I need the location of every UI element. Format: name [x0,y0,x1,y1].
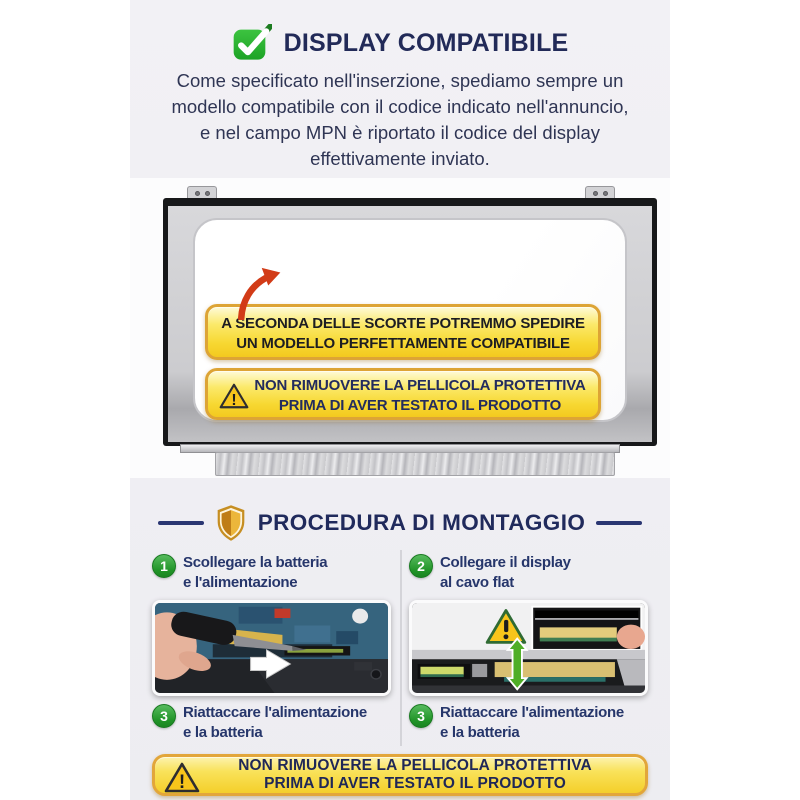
header [130,0,670,62]
footer-warning-line: PRIMA DI AVER TESTATO IL PRODOTTO [264,775,566,792]
step-number-badge: 1 [152,554,176,578]
red-arrow-icon [230,266,286,320]
lcd-panel-figure [130,178,670,478]
procedure-title: PROCEDURA DI MONTAGGIO [257,510,586,535]
connect-flat-cable-photo [409,600,648,696]
intro-line: modello compatibile con il codice indicato nell'annuncio, [171,96,629,117]
film-note-line: PRIMA DI AVER TESTATO IL PRODOTTO [278,397,562,414]
motherboard-photo-graphic [155,603,388,693]
intro-line: Come specificato nell'inserzione, spediamo sempre un [176,70,624,91]
step-text: Scollegare la batteria e l'alimentazione [183,554,328,591]
steps-grid [152,550,648,746]
svg-text:!: ! [231,391,237,409]
step-item-1 [152,550,391,596]
intro-paragraph [130,68,670,172]
footer-warning-banner [152,754,648,796]
warning-triangle-icon [219,382,249,410]
step-item-3-right [409,700,648,746]
film-note-line: NON RIMUOVERE LA PELLICOLA PROTETTIVA [254,377,586,394]
content-column [130,0,670,800]
footer-warning-text [155,757,645,793]
procedure-heading [130,502,670,544]
shield-icon [215,504,247,542]
step-item-3-left [152,700,391,746]
step-text: Collegare il display al cavo flat [440,554,571,591]
warning-triangle-icon [164,761,200,794]
footer-warning-line: NON RIMUOVERE LA PELLICOLA PROTETTIVA [238,757,592,774]
inset-connector-photo [532,607,645,650]
step-number-badge: 2 [409,554,433,578]
page-title: DISPLAY COMPATIBILE [283,28,569,57]
heading-dash-right [596,521,642,525]
svg-text:!: ! [178,772,186,793]
stock-note-line: A SECONDA DELLE SCORTE POTREMMO SPEDIRE [221,315,585,332]
check-icon [232,24,272,62]
film-note-text [208,376,598,416]
step-text: Riattaccare l'alimentazione e la batteria [183,704,367,741]
step-number-badge: 3 [152,704,176,728]
intro-line: effettivamente inviato. [310,148,490,169]
stock-note-line: UN MODELLO PERFETTAMENTE COMPATIBILE [236,335,570,352]
foil-strip [215,452,615,476]
heading-dash-left [158,521,204,525]
connector-photo-graphic [412,603,645,693]
step-text: Riattaccare l'alimentazione e la batteria [440,704,624,741]
intro-line: e nel campo MPN è riportato il codice del display [200,122,600,143]
column-divider [400,550,402,746]
disconnect-battery-photo [152,600,391,696]
film-note [205,368,601,420]
step-item-2 [409,550,648,596]
step-number-badge: 3 [409,704,433,728]
